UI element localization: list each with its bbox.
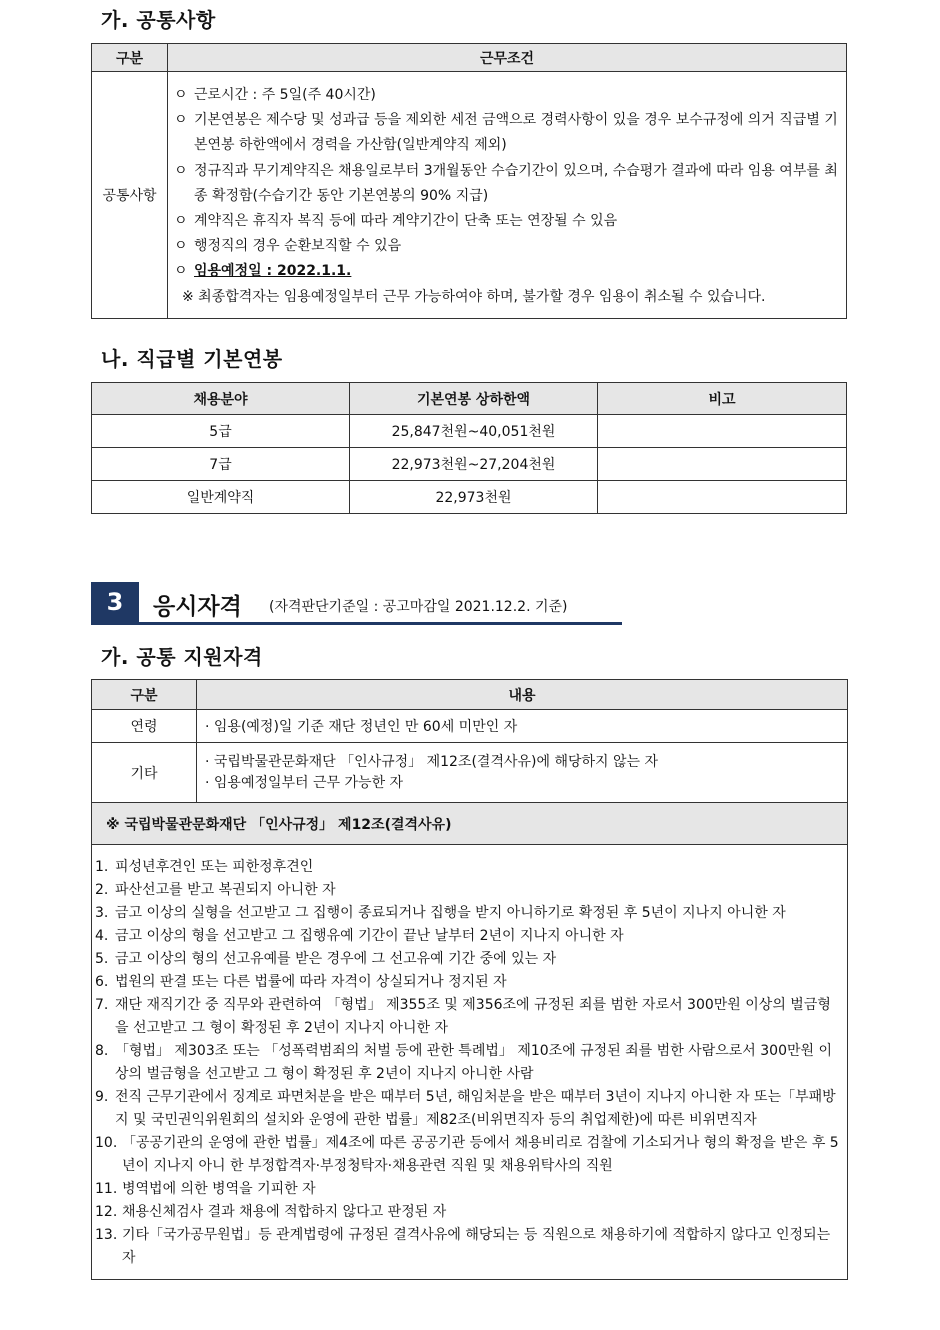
item-text: 금고 이상의 실형을 선고받고 그 집행이 종료되거나 집행을 받지 아니하기로 확정된 후 5년이 지나지 아니한 자 (115, 905, 786, 921)
section-heading-common: 가. 공통사항 (101, 8, 216, 32)
cell-salary: 22,973천원~27,204천원 (350, 448, 598, 481)
cell-field: 7급 (92, 448, 350, 481)
table-row (92, 845, 848, 1280)
cell-remarks (598, 415, 847, 448)
list-item (174, 259, 842, 284)
item-number: 9. (95, 1089, 109, 1105)
cell-field: 5급 (92, 415, 350, 448)
item-number: 10. (95, 1135, 118, 1151)
disqualification-title: ※ 국립박물관문화재단 「인사규정」 제12조(결격사유) (92, 803, 848, 845)
list-item (174, 83, 842, 108)
list-item (95, 994, 843, 1040)
item-text: 기타「국가공무원법」등 관계법령에 규정된 결격사유에 해당되는 등 직원으로 채용하기에 적합하지 않다고 인정되는 자 (122, 1227, 831, 1266)
header-category: 구분 (92, 44, 168, 72)
item-number: 7. (95, 997, 109, 1013)
header-conditions: 근무조건 (168, 44, 847, 72)
salary-table (91, 382, 847, 514)
section-subtitle: (자격판단기준일 : 공고마감일 2021.12.2. 기준) (269, 599, 568, 615)
item-number: 13. (95, 1227, 118, 1243)
row-label-etc: 기타 (92, 743, 197, 803)
list-item (174, 108, 842, 158)
etc-line: · 임용예정일부터 근무 가능한 자 (205, 774, 404, 791)
cell-remarks (598, 448, 847, 481)
item-number: 6. (95, 974, 109, 990)
cell-salary: 25,847천원~40,051천원 (350, 415, 598, 448)
item-text: 기본연봉은 제수당 및 성과급 등을 제외한 세전 금액으로 경력사항이 있을 경우 보수규정에 의거 직급별 기본연봉 하한액에서 경력을 가산함(일반계약직 제외) (194, 112, 838, 154)
section-3-banner (91, 582, 622, 625)
header-salary: 기본연봉 상하한액 (350, 383, 598, 415)
item-number: 2. (95, 882, 109, 898)
age-requirement: · 임용(예정)일 기준 재단 정년인 만 60세 미만인 자 (197, 710, 848, 743)
list-item (95, 879, 843, 902)
cell-field: 일반계약직 (92, 481, 350, 514)
item-text: 법원의 판결 또는 다른 법률에 따라 자격이 상실되거나 정지된 자 (115, 974, 507, 990)
table-row (92, 415, 847, 448)
common-conditions-table (91, 43, 847, 319)
list-item (95, 925, 843, 948)
list-item (95, 1201, 843, 1224)
cell-salary: 22,973천원 (350, 481, 598, 514)
etc-requirements (197, 743, 848, 803)
item-text: 「공공기관의 운영에 관한 법률」제4조에 따른 공공기관 등에서 채용비리로 검찰에 기소되거나 형의 확정을 받은 후 5년이 지나지 아니 한 부정합격자·부정청탁자·채용관련 직원 및 채용위탁사의 직원 (122, 1135, 839, 1174)
table-row (92, 803, 848, 845)
etc-line: · 국립박물관문화재단 「인사규정」 제12조(결격사유)에 해당하지 않는 자 (205, 753, 659, 770)
bullet: ㅇ (174, 87, 188, 103)
row-label-age: 연령 (92, 710, 197, 743)
item-text: 병역법에 의한 병역을 기피한 자 (122, 1181, 316, 1197)
bullet: ㅇ (174, 112, 188, 129)
list-item (95, 971, 843, 994)
item-text: 근로시간 : 주 5일(주 40시간) (194, 87, 376, 103)
item-number: 12. (95, 1204, 118, 1220)
bullet: ㅇ (174, 263, 188, 280)
list-item (95, 948, 843, 971)
table-row (92, 710, 848, 743)
item-text: 금고 이상의 형의 선고유예를 받은 경우에 그 선고유예 기간 중에 있는 자 (115, 951, 557, 967)
row-label-common: 공통사항 (92, 72, 168, 319)
header-content: 내용 (197, 680, 848, 710)
table-header-row (92, 680, 848, 710)
table-row (92, 72, 847, 319)
item-text: 파산선고를 받고 복권되지 아니한 자 (115, 882, 336, 898)
item-text: 전직 근무기관에서 징계로 파면처분을 받은 때부터 5년, 해임처분을 받은 때부터 3년이 지나지 아니한 자 또는「부패방지 및 국민권익위원회의 설치와 운영에 관한 법률」제82조(비위면직자 등의 취업제한)에 따른 비위면직자 (115, 1089, 836, 1128)
list-item (174, 159, 842, 209)
item-number: 3. (95, 905, 109, 921)
cell-remarks (598, 481, 847, 514)
list-item (95, 1086, 843, 1132)
item-number: 8. (95, 1043, 109, 1059)
list-item (95, 856, 843, 879)
header-category: 구분 (92, 680, 197, 710)
disqualification-list (92, 845, 848, 1280)
section-heading-salary: 나. 직급별 기본연봉 (101, 347, 283, 371)
section-title: 응시자격 (153, 594, 242, 620)
bullet: ㅇ (174, 238, 188, 255)
item-text: 「형법」 제303조 또는 「성폭력범죄의 처벌 등에 관한 특례법」 제10조에 규정된 죄를 범한 사람으로서 300만원 이상의 벌금형을 선고받고 그 형이 확정된 후 2년이 지나지 아니한 사람 (115, 1043, 832, 1082)
item-number: 11. (95, 1181, 118, 1197)
table-row (92, 743, 848, 803)
table-row (92, 481, 847, 514)
item-text: 정규직과 무기계약직은 채용일로부터 3개월동안 수습기간이 있으며, 수습평가 결과에 따라 임용 여부를 최종 확정함(수습기간 동안 기본연봉의 90% 지급) (194, 162, 838, 204)
item-text: 행정직의 경우 순환보직할 수 있음 (194, 238, 402, 255)
list-item (174, 209, 842, 234)
section-heading-eligibility: 가. 공통 지원자격 (101, 645, 263, 669)
section-number: 3 (91, 582, 139, 622)
list-item (95, 1040, 843, 1086)
conditions-cell (168, 72, 847, 319)
list-item (95, 1178, 843, 1201)
header-field: 채용분야 (92, 383, 350, 415)
bullet: ㅇ (174, 162, 188, 179)
table-header-row (92, 44, 847, 72)
list-item (174, 234, 842, 259)
item-number: 4. (95, 928, 109, 944)
header-remarks: 비고 (598, 383, 847, 415)
item-text: 계약직은 휴직자 복직 등에 따라 계약기간이 단축 또는 연장될 수 있음 (194, 213, 618, 230)
item-text: 금고 이상의 형을 선고받고 그 집행유예 기간이 끝난 날부터 2년이 지나지 아니한 자 (115, 928, 624, 944)
list-item (95, 1132, 843, 1178)
table-header-row (92, 383, 847, 415)
item-text: 재단 재직기간 중 직무와 관련하여 「형법」 제355조 및 제356조에 규정된 죄를 범한 자로서 300만원 이상의 벌금형을 선고받고 그 형이 확정된 후 2년이 지나지 아니한 자 (115, 997, 831, 1036)
table-row (92, 448, 847, 481)
appointment-date: 임용예정일 : 2022.1.1. (194, 263, 352, 280)
item-number: 5. (95, 951, 109, 967)
list-item (95, 1224, 843, 1270)
item-number: 1. (95, 859, 109, 875)
item-text: 채용신체검사 결과 채용에 적합하지 않다고 판정된 자 (122, 1204, 447, 1220)
bullet: ㅇ (174, 213, 188, 230)
item-text: 피성년후견인 또는 피한정후견인 (115, 859, 314, 875)
eligibility-table (91, 679, 848, 1280)
list-item (95, 902, 843, 925)
notice-text: ※ 최종합격자는 임용예정일부터 근무 가능하여야 하며, 불가할 경우 임용이 취소될 수 있습니다. (182, 288, 766, 305)
